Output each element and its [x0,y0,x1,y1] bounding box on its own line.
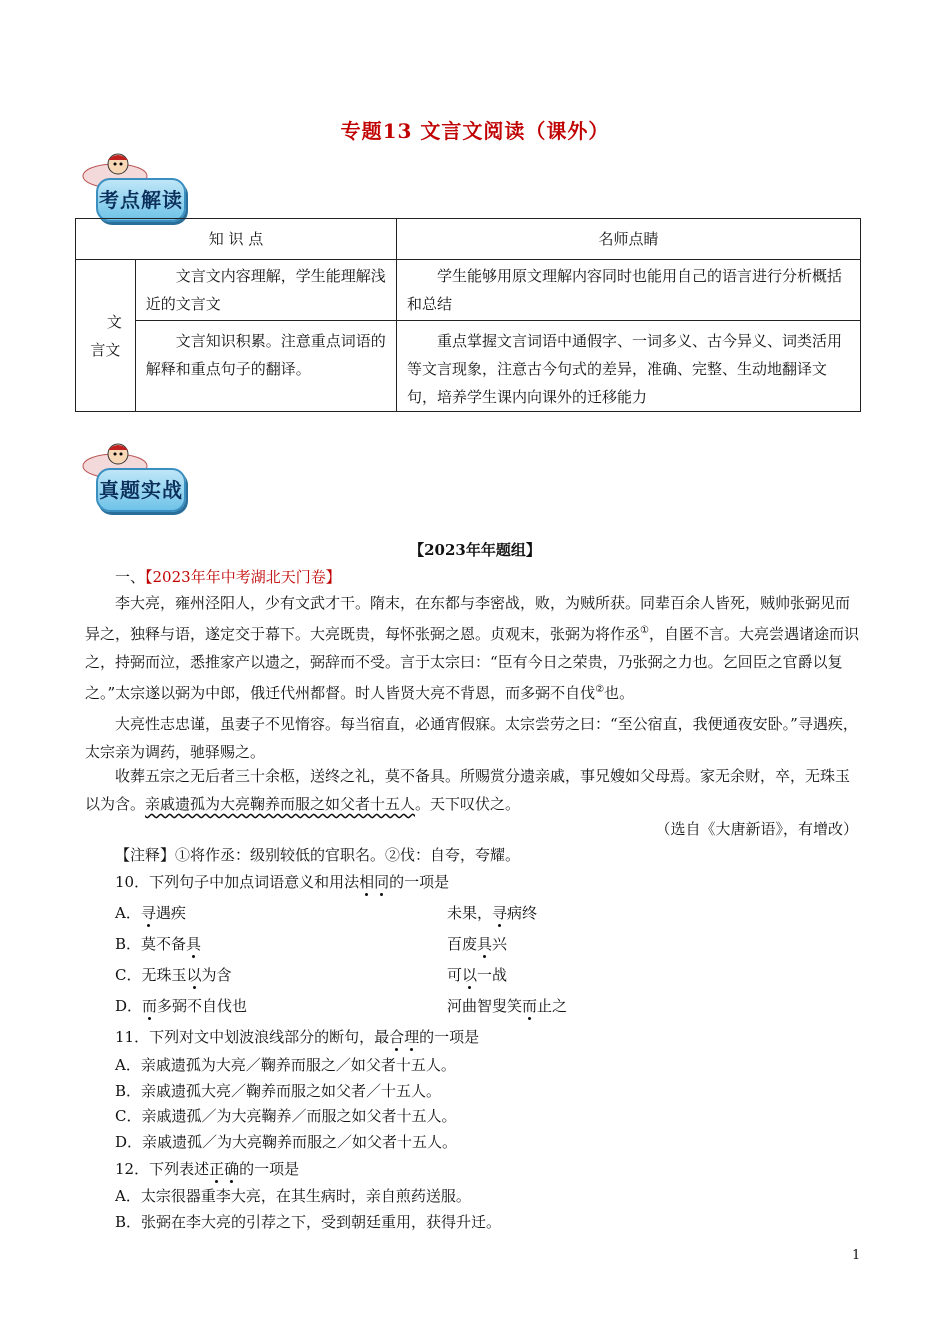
option-text: 兴 [492,935,508,953]
passage-paragraph-1 [85,589,860,707]
option-text: 百废 [447,935,478,953]
table-header-tips: 名师点睛 [397,219,861,260]
passage-text: 收葬五宗之无后者三十余柩，送终之礼，莫不备具。所赐赏分遗亲戚，事兄嫂如父母焉。家无余财，卒，无珠玉以为含。 [85,767,851,813]
passage-paragraph-3 [85,762,860,818]
q10-option-d-compare [447,992,567,1020]
question-12-stem [115,1155,299,1183]
option-text: 为含 [201,966,232,984]
stem-text: 11．下列对文中划波浪线部分的断句，最 [115,1028,390,1046]
emphasis-char: 具 [477,935,493,953]
table-cell-tip-1: 学生能够用原文理解内容同时也能用自己的语言进行分析概括和总结 [397,260,861,321]
option-text: 病终 [507,904,538,922]
emphasis-char: 而 [522,997,538,1015]
knowledge-table [75,218,861,412]
option-label: D． [115,997,143,1015]
passage-source: （选自《大唐新语》，有增改） [655,820,858,838]
emphasis-char: 寻 [492,904,508,922]
option-label: B． [115,935,142,953]
emphasis-char: 理 [404,1028,420,1046]
emphasis-char: 具 [186,935,202,953]
q11-option-c[interactable]: C．亲戚遗孤／为大亮鞠养／而服之如父者十五人。 [115,1107,457,1125]
q10-option-d[interactable] [115,992,247,1020]
table-row [76,321,861,412]
footnote-mark: ② [595,684,605,695]
emphasis-char: 相 [359,873,375,891]
option-text: 未果， [447,904,493,922]
passage-note: 【注释】①将作丞：级别较低的官职名。②伐：自夸，夸耀。 [115,846,521,864]
option-label: A． [115,904,141,922]
question-10-stem [115,868,449,896]
table-cell-tip-2: 重点掌握文言词语中通假字、一词多义、古今异义、词类活用等文言现象，注意古今句式的差异，准确、完整、生动地翻译文句，培养学生课内向课外的迁移能力 [397,321,861,412]
table-header-row [76,219,861,260]
group-title: 【2023年年题组】 [409,541,541,559]
option-text: 一战 [477,966,508,984]
passage-text: 李大亮，雍州泾阳人，少有文武才干。隋末，在东都与李密战，败，为贼所获。同辈百余人皆死，贼帅张弼见而异之，独释与语，遂定交于幕下。大亮既贵，每怀张弼之恩。贞观末，张弼为将作丞 [85,594,851,643]
q12-option-b[interactable]: B．张弼在李大亮的引荐之下，受到朝廷重用，获得升迁。 [115,1213,502,1231]
emphasis-char: 以 [186,966,202,984]
passage-paragraph-2: 大亮性志忠谨，虽妻子不见惰容。每当宿直，必通宵假寐。太宗尝劳之曰：“至公宿直，我便通夜安卧。”寻遇疾，太宗亲为调药，驰驿赐之。 [85,715,858,761]
q10-option-a[interactable] [115,899,186,927]
question-source: 【2023年年中考湖北天门卷】 [145,568,341,586]
badge-label: 考点解读 [99,188,183,212]
stem-text: 的一项是 [239,1160,300,1178]
question-heading [115,563,341,591]
passage-text: 。天下叹伏之。 [415,795,521,813]
row-label-part-b: 言文 [90,340,121,359]
page-title: 专题13 文言文阅读（课外） [340,119,610,143]
emphasis-char: 同 [374,873,390,891]
table-header-knowledge: 知 识 点 [76,219,397,260]
emphasis-char: 而 [142,997,158,1015]
q10-option-b-compare [447,930,507,958]
q10-option-c[interactable] [115,961,232,989]
badge-label: 真题实战 [99,478,183,502]
emphasis-char: 以 [462,966,478,984]
emphasis-char: 正 [209,1160,225,1178]
section-badge-real-exam [80,440,190,520]
stem-text: 的一项是 [389,873,450,891]
passage-text: ，自匿不言。大亮尝遇诸途而识之，持弼而泣，悉推家产以遗之，弼辞而不受。言于太宗曰：“臣有今日之荣贵，乃张弼之力也。乞回臣之官爵以复之。”太宗遂以弼为中郎，俄迁代州都督。时人皆贤大亮不背恩，而多弼不自伐 [85,625,859,702]
option-text: 止之 [537,997,568,1015]
q10-option-b[interactable] [115,930,201,958]
badge-pill [96,468,186,512]
table-row-label [76,260,136,412]
passage-text: 也。 [604,684,635,702]
footnote-mark: ① [640,625,649,636]
option-text: 无珠玉 [141,966,187,984]
question-prefix: 一、 [115,568,146,586]
q10-option-c-compare [447,961,507,989]
stem-text: 12．下列表述 [115,1160,210,1178]
emphasis-char: 寻 [140,904,156,922]
wavy-underlined-sentence: 亲戚遗孤为大亮鞠养而服之如父者十五人 [145,795,416,813]
option-label: C． [115,966,142,984]
row-label-part-a: 文 [106,312,122,331]
emphasis-char: 确 [224,1160,240,1178]
badge-pill [96,178,186,222]
table-row [76,260,861,321]
q10-option-a-compare [447,899,537,927]
option-text: 多弼不自伐也 [157,997,248,1015]
option-text: 河曲智叟笑 [447,997,523,1015]
stem-text: 的一项是 [419,1028,480,1046]
option-text: 莫不备 [141,935,187,953]
q11-option-b[interactable]: B．亲戚遗孤大亮／鞠养而服之如父者／十五人。 [115,1082,442,1100]
page-number: 1 [852,1248,861,1263]
option-text: 遇疾 [155,904,186,922]
table-cell-point-1: 文言文内容理解，学生能理解浅近的文言文 [135,260,396,321]
q11-option-a[interactable]: A．亲戚遗孤为大亮／鞠养而服之／如父者十五人。 [115,1056,456,1074]
table-cell-point-2: 文言知识积累。注意重点词语的解释和重点句子的翻译。 [135,321,396,412]
option-text: 可 [447,966,463,984]
q12-option-a[interactable]: A．太宗很器重李大亮，在其生病时，亲自煎药送服。 [115,1187,471,1205]
stem-text: 10．下列句子中加点词语意义和用法 [115,873,360,891]
q11-option-d[interactable]: D．亲戚遗孤／为大亮鞠养而服之／如父者十五人。 [115,1133,458,1151]
question-11-stem [115,1023,479,1051]
emphasis-char: 合 [389,1028,405,1046]
